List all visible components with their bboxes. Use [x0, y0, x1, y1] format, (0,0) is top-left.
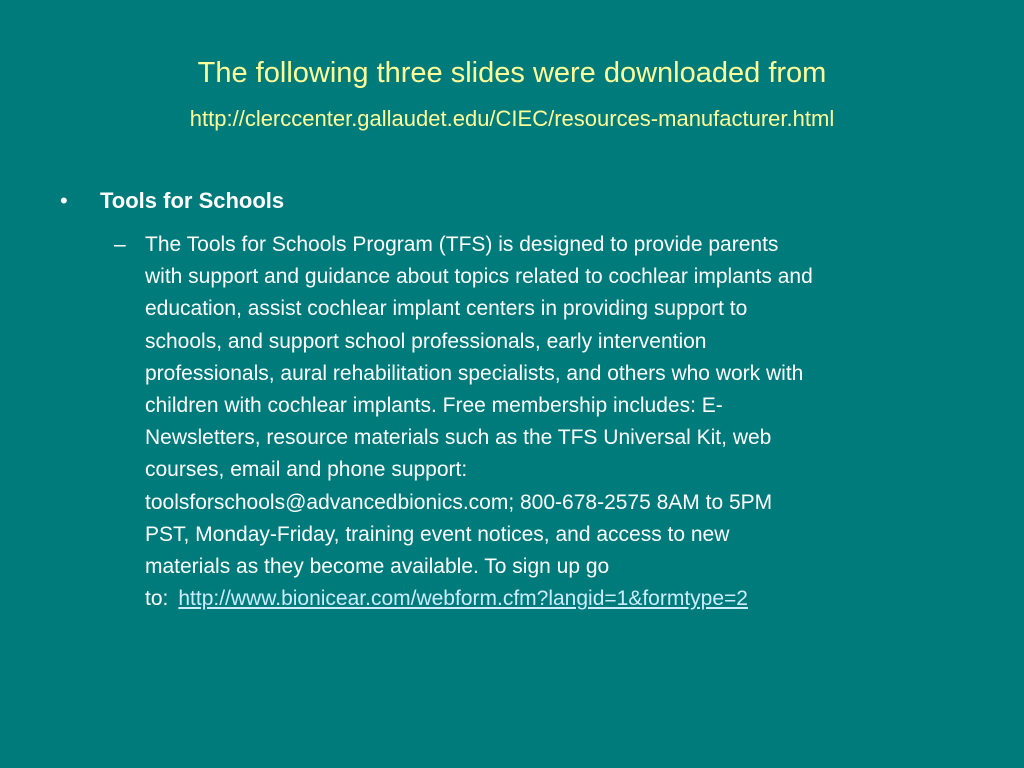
text-line: with support and guidance about topics related to cochlear implants and	[145, 265, 813, 289]
text-line-last	[145, 583, 970, 615]
text-line: Newsletters, resource materials such as the TFS Universal Kit, web	[145, 426, 772, 450]
link-prefix: to:	[145, 587, 169, 611]
bullet-marker: •	[60, 188, 68, 213]
text-line: The Tools for Schools Program (TFS) is designed to provide parents	[145, 233, 779, 256]
signup-link[interactable]: http://www.bionicear.com/webform.cfm?langid=1&formtype=2	[178, 587, 748, 611]
slide-title: The following three slides were downloaded from	[197, 57, 827, 89]
text-line: courses, email and phone support:	[145, 458, 468, 482]
sub-bullet-marker: –	[114, 233, 126, 256]
text-line: schools, and support school professionals, early intervention	[145, 329, 707, 353]
bullet-item	[60, 186, 284, 216]
text-line: professionals, aural rehabilitation specialists, and others who work with	[145, 361, 804, 385]
text-line: children with cochlear implants. Free membership includes: E-	[145, 394, 723, 418]
bullet-heading: Tools for Schools	[100, 188, 285, 213]
sub-bullet-text	[145, 229, 970, 615]
text-line: materials as they become available. To sign up go	[145, 555, 610, 579]
text-line: PST, Monday-Friday, training event notices, and access to new	[145, 522, 730, 546]
text-line: toolsforschools@advancedbionics.com; 800-678-2575 8AM to 5PM	[145, 490, 773, 514]
source-url: http://clerccenter.gallaudet.edu/CIEC/resources-manufacturer.html	[189, 106, 835, 131]
text-line: education, assist cochlear implant centers in providing support to	[145, 297, 748, 321]
